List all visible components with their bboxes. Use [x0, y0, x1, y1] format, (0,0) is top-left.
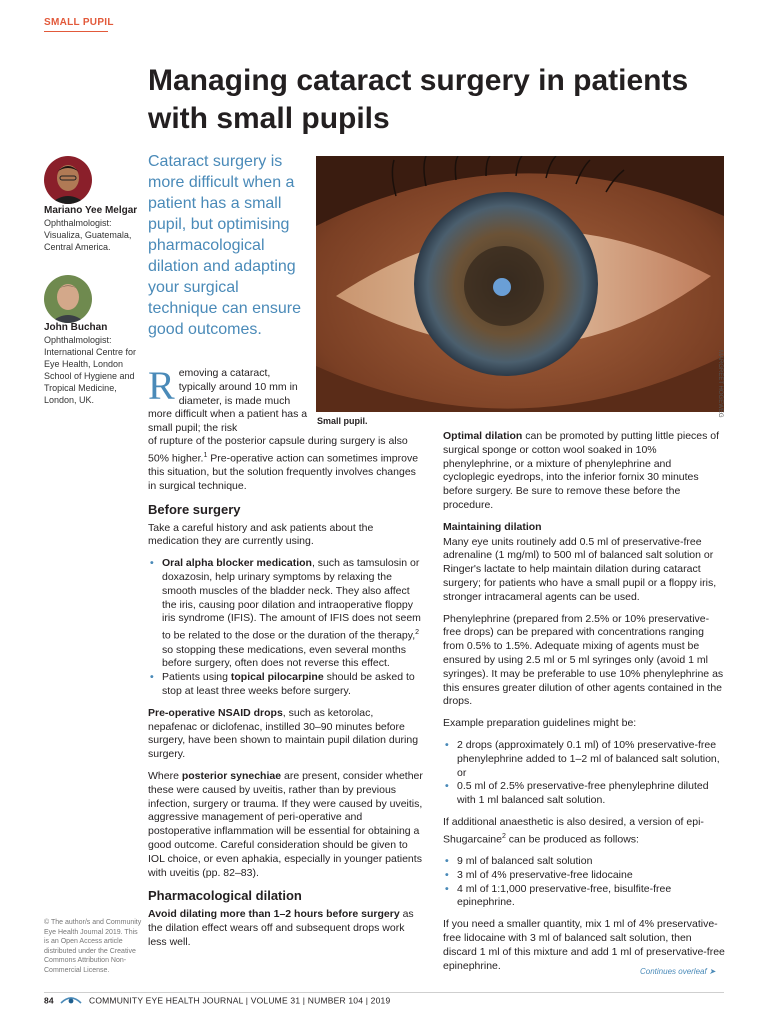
- author-role-1: Ophthalmologist: Visualiza, Guatemala, Central America.: [44, 218, 132, 252]
- author-photo-1: [44, 156, 92, 204]
- author-photo-2: [44, 275, 92, 323]
- right-column: [443, 430, 725, 981]
- maintaining-paragraph: Many eye units routinely add 0.5 ml of preservative-free adrenaline (1 mg/ml) to 500 ml of balanced salt solution or Ringer's lactate to help maintain dilation during cataract surgery; for patients who have a small pupil or a floppy iris, stronger intracameral agents can be used.: [443, 535, 717, 603]
- list-item: • Oral alpha blocker medication, such as tamsulosin or doxazosin, help urinary symptoms by relaxing the smooth muscles of the bladder neck. They also affect the iris, causing poor dilation and intraoperative floppy iris syndrome (IFIS). The amount of IFIS does not seem to be related to the dose or the duration of the therapy,$^2$ so stopping these medications, even several months before surgery, often does not reverse this effect.: [162, 557, 423, 671]
- article-title: Managing cataract surgery in patients with small pupils: [148, 64, 689, 135]
- continues-overleaf: Continues overleaf ➤: [640, 967, 716, 976]
- example-list: [443, 739, 725, 808]
- list-item: • 2 drops (approximately 0.1 ml) of 10% preservative-free phenylephrine added to 1–2 ml of balanced salt solution, or: [457, 739, 725, 780]
- example-intro: Example preparation guidelines might be:: [443, 717, 637, 730]
- heading-before-surgery: Before surgery: [148, 501, 241, 517]
- drop-cap: R: [148, 363, 175, 408]
- copyright-note: © The author/s and Community Eye Health Journal 2019. This is an Open Access article distributed under the Creative Commons Attribution Non-Commercial License.: [44, 919, 142, 974]
- author-role-2: Ophthalmologist: International Centre for Eye Health, London School of Hygiene and Tropical Medicine, London, UK.: [44, 335, 137, 405]
- footer-divider: [44, 992, 724, 993]
- author-name-1: Mariano Yee Melgar: [44, 205, 138, 216]
- list-item: • 0.5 ml of 2.5% preservative-free phenylephrine diluted with 1 ml balanced salt solution.: [457, 780, 725, 808]
- nsaid-paragraph: Pre-operative NSAID drops, such as ketorolac, nepafenac or diclofenac, instilled 30–90 minutes before surgery, have been shown to maintain pupil dilation during surgery.: [148, 706, 419, 761]
- smaller-quantity-paragraph: If you need a smaller quantity, mix 1 ml of 4% preservative-free lidocaine with 3 ml of balanced salt solution, then discard 1 ml of this mixture and add 1 ml of preservative-free epinephrine.: [443, 918, 725, 972]
- author-name-2: John Buchan: [44, 322, 108, 333]
- journal-info: COMMUNITY EYE HEALTH JOURNAL | VOLUME 31 | NUMBER 104 | 2019: [88, 995, 391, 1006]
- heading-pharmacological-dilation: Pharmacological dilation: [148, 888, 302, 904]
- opening-paragraph-part1: Removing a cataract, typically around 10 mm in diameter, is made much more difficult when a patient has a small pupil; the risk: [148, 363, 308, 435]
- shugarcaine-list: [443, 855, 725, 910]
- page-footer: [44, 995, 390, 1007]
- shugarcaine-intro: If additional anaesthetic is also desired, a version of epi-Shugarcaine$^2$ can be produced as follows:: [443, 815, 704, 846]
- list-item: • Patients using topical pilocarpine should be asked to stop at least three weeks before surgery.: [162, 671, 423, 699]
- section-tag-underline: [44, 31, 108, 32]
- left-column: [148, 435, 423, 958]
- pharm-dilation-paragraph: Avoid dilating more than 1–2 hours before surgery as the dilation effect wears off and subsequent drops work less well.: [148, 908, 414, 948]
- list-item: • 3 ml of 4% preservative-free lidocaine: [457, 869, 725, 883]
- journal-eye-logo-icon: [60, 995, 82, 1007]
- list-item: • 4 ml of 1:1,000 preservative-free, bisulfite-free epinephrine.: [457, 883, 725, 911]
- photo-credit: MARGREET HOGEWEG: [717, 350, 723, 418]
- before-surgery-intro: Take a careful history and ask patients about the medication they are currently using.: [148, 521, 374, 548]
- small-pupil-photo: [316, 156, 724, 412]
- section-tag: SMALL PUPIL: [44, 17, 114, 28]
- intro-standfirst: Cataract surgery is more difficult when a patient has a small pupil, but optimising pharmacological dilation and adapting your surgical technique can ensure good outcomes.: [148, 153, 301, 338]
- synechiae-paragraph: Where posterior synechiae are present, consider whether these were caused by uveitis, rather than by previous infection, surgery or trauma. If they were caused by uveitis, aggressive management of peri-operative and postoperative inflammation will be essential for obtaining a good outcome. Careful consideration should be given to IOL choice, or even aphakia, especially in younger patients with uveitis (pp. 82–83).: [148, 769, 423, 879]
- heading-maintaining-dilation: Maintaining dilation: [443, 520, 542, 533]
- optimal-dilation-paragraph: Optimal dilation can be promoted by putting little pieces of surgical sponge or cotton wool soaked in 10% phenylephrine, or a mixture of phenylephrine and cycloplegic eyedrops, into the inferior fornix 30 minutes before surgery. Be sure to remove these before the procedure.: [443, 430, 720, 511]
- photo-caption: Small pupil.: [317, 416, 368, 426]
- list-item: • 9 ml of balanced salt solution: [457, 855, 725, 869]
- page-number: 84: [44, 995, 54, 1006]
- phenylephrine-paragraph: Phenylephrine (prepared from 2.5% or 10% preservative-free drops) can be prepared with concentrations ranging from 0.5% to 1.5%. Adequate mixing of agents must be ensured by using 2.5 ml or 5 ml syringes only (avoid 1 ml syringes). It may be preferable to use 10% phenylephrine as this ensures greater dilution of other agents contained in the drops.: [443, 612, 724, 708]
- opening-paragraph-part2: of rupture of the posterior capsule during surgery is also 50% higher.$^1$ Pre-operative action can sometimes improve this situation, but the solution frequently involves changes in surgical technique.: [148, 435, 419, 492]
- medication-list: [148, 557, 423, 698]
